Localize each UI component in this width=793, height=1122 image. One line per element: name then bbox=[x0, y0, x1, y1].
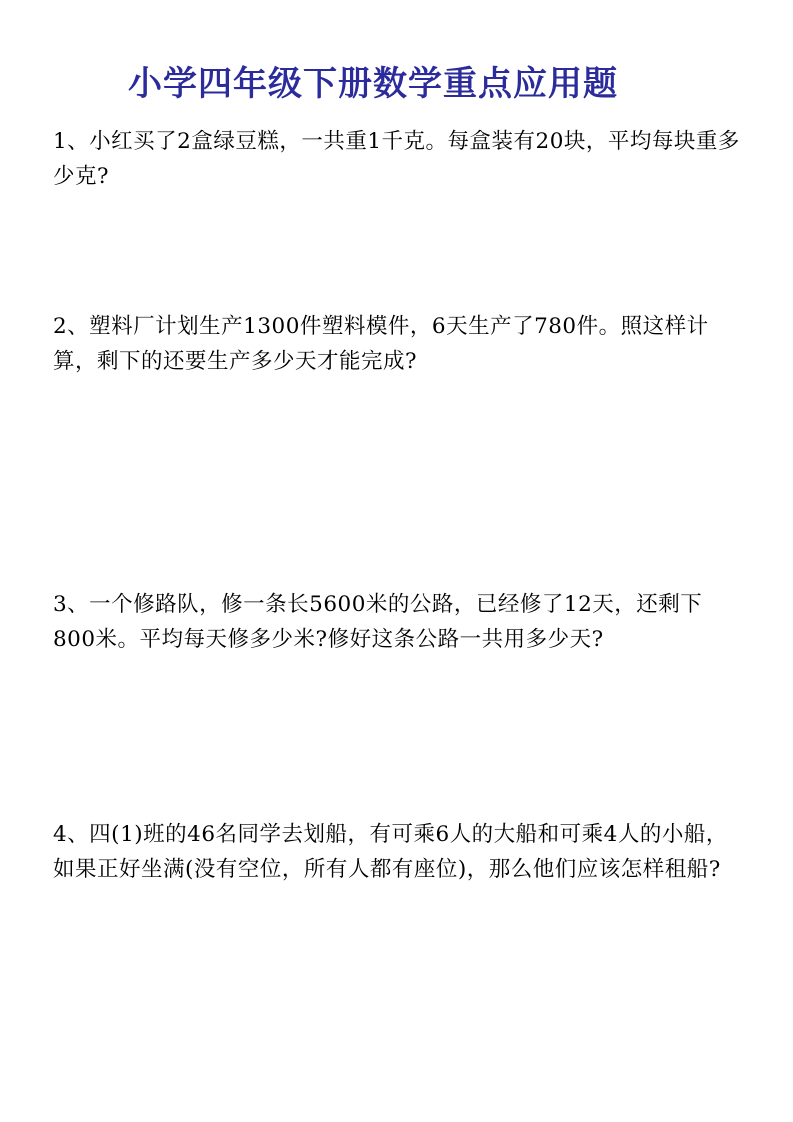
question-4: 4、四(1)班的46名同学去划船，有可乘6人的大船和可乘4人的小船，如果正好坐满(没有空位，所有人都有座位)，那么他们应该怎样租船? bbox=[53, 822, 728, 882]
question-2: 2、塑料厂计划生产1300件塑料模件，6天生产了780件。照这样计算，剩下的还要生产多少天才能完成? bbox=[53, 314, 709, 374]
question-3: 3、一个修路队，修一条长5600米的公路，已经修了12天，还剩下800米。平均每天修多少米?修好这条公路一共用多少天? bbox=[53, 592, 703, 652]
page-title: 小学四年级下册数学重点应用题 bbox=[128, 64, 618, 104]
question-1: 1、小红买了2盒绿豆糕，一共重1千克。每盒装有20块，平均每块重多少克? bbox=[53, 129, 740, 189]
